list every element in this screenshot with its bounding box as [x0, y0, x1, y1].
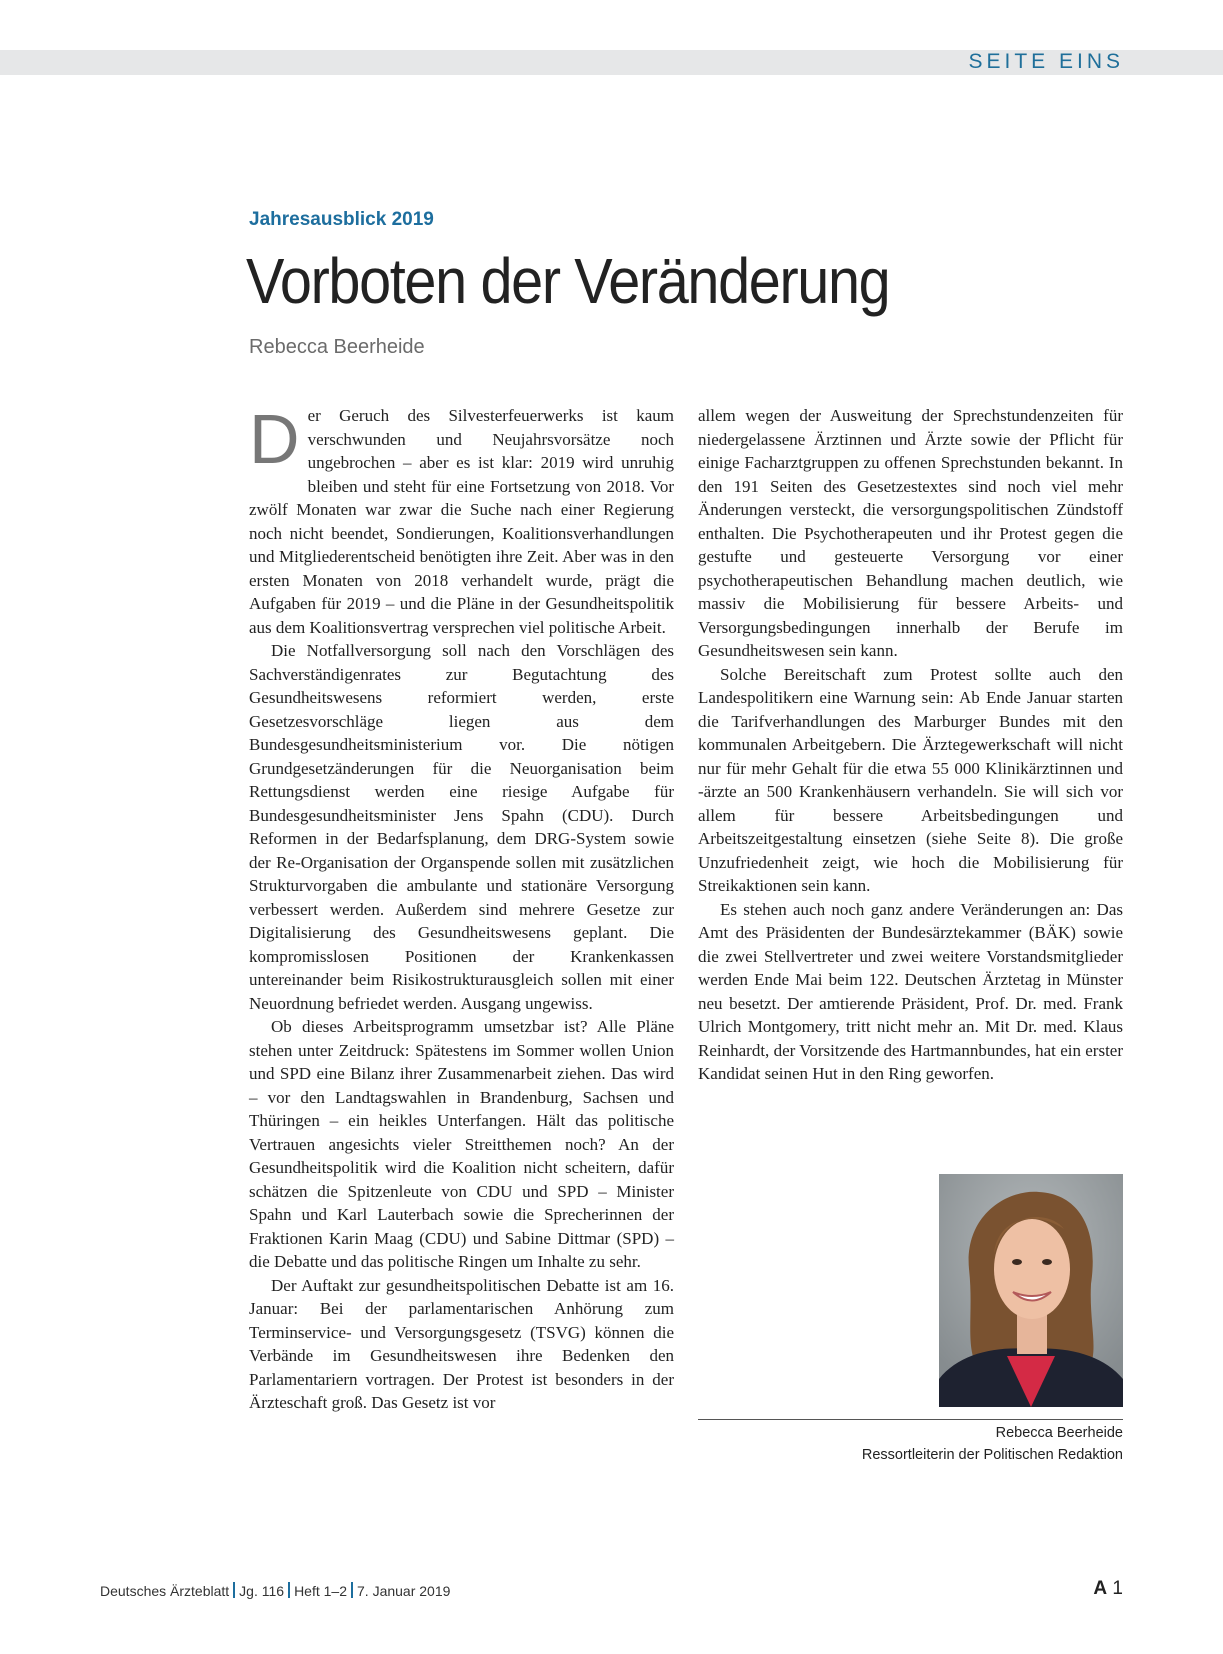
footer-journal: Deutsches Ärzteblatt	[100, 1583, 230, 1599]
caption-divider	[698, 1419, 1123, 1420]
footer-separator	[288, 1582, 290, 1598]
paragraph-2: Die Notfallversorgung soll nach den Vorschlägen des Sachverständigenrates zur Begutachtung des Gesundheitswesens reformiert werden, erste Gesetzesvorschläge liegen aus dem Bundesgesundheitsministerium vor. Die nötigen Grundgesetzänderungen für die Neuorganisation beim Rettungsdienst werden eine riesige Aufgabe für Bundesgesundheitsminister Jens Spahn (CDU). Durch Reformen in der Bedarfsplanung, dem DRG-System sowie der Re-Organisation der Organspende sollen mit zusätzlichen Strukturvorgaben die ambulante und stationäre Versorgung verbessert werden. Außerdem sind mehrere Gesetze zur Digitalisierung des Gesundheitswesens geplant. Die kompromisslosen Positionen der Krankenkassen untereinander beim Risikostrukturausgleich sollen mit einer Neuordnung befriedet werden. Ausgang ungewiss.	[249, 641, 674, 1013]
drop-cap: D	[249, 400, 300, 478]
article-column-right	[698, 404, 1123, 1086]
footer-citation	[100, 1582, 450, 1599]
paragraph-5: allem wegen der Ausweitung der Sprechstundenzeiten für niedergelassene Ärztinnen und Ärzte sowie der Pflicht für einige Facharztgruppen zu offenen Sprechstunden bekannt. In den 191 Seiten des Gesetzestextes sind noch viel mehr Änderungen versteckt, die versorgungspolitischen Zündstoff enthalten. Die Psychotherapeuten und ihr Protest gegen die gestufte und gesteuerte Versorgung vor einer psychotherapeutischen Behandlung machen deutlich, wie massiv die Mobilisierung für bessere Arbeits- und Versorgungsbedingungen innerhalb der Berufe im Gesundheitswesen sein kann.	[698, 406, 1123, 660]
paragraph-6: Solche Bereitschaft zum Protest sollte auch den Landespolitikern eine Warnung sein: Ab Ende Januar starten die Tarifverhandlungen des Marburger Bundes mit den kommunalen Arbeitgebern. Die Ärztegewerkschaft will nicht nur für mehr Gehalt für die etwa 55 000 Klinikärztinnen und -ärzte an 500 Krankenhäusern verhandeln. Sie will sich vor allem für bessere Arbeitsbedingungen und Arbeitszeitgestaltung einsetzen (siehe Seite 8). Die große Unzufriedenheit zeigt, wie hoch die Mobilisierung für Streikaktionen sein kann.	[698, 664, 1123, 895]
portrait-caption	[862, 1422, 1123, 1466]
page-prefix: A	[1093, 1578, 1108, 1599]
page-number	[1093, 1578, 1123, 1600]
author-portrait	[939, 1174, 1123, 1407]
footer-separator	[351, 1582, 353, 1598]
paragraph-1-text: er Geruch des Silvesterfeuerwerks ist kaum verschwunden und Neujahrsvorsätze noch ungebrochen – aber es ist klar: 2019 wird unruhig bleiben und steht für eine Fortsetzung von 2018. Vor zwölf Monaten war zwar die Suche nach einer Regierung noch nicht beendet, Sondierungen, Koalitionsverhandlungen und Mitgliederentscheid benötigten ihre Zeit. Aber was in den ersten Monaten von 2018 verhandelt wurde, prägt die Aufgaben für 2019 – und die Pläne in der Gesundheitspolitik aus dem Koalitionsvertrag versprechen viel politische Arbeit.	[249, 406, 674, 637]
footer-volume: Jg. 116	[239, 1583, 285, 1599]
portrait-illustration	[939, 1174, 1123, 1407]
footer-issue: Heft 1–2	[294, 1583, 347, 1599]
article-column-left	[249, 400, 674, 1415]
article-kicker: Jahresausblick 2019	[249, 209, 434, 230]
section-label: SEITE EINS	[968, 50, 1124, 73]
article-author: Rebecca Beerheide	[249, 336, 425, 358]
page-number-value: 1	[1112, 1578, 1123, 1599]
caption-role: Ressortleiterin der Politischen Redaktion	[861, 1447, 1123, 1463]
caption-name: Rebecca Beerheide	[995, 1425, 1123, 1441]
article-title: Vorboten der Veränderung	[246, 245, 890, 317]
footer-date: 7. Januar 2019	[357, 1583, 451, 1599]
paragraph-4: Der Auftakt zur gesundheitspolitischen Debatte ist am 16. Januar: Bei der parlamentarischen Anhörung zum Terminservice- und Versorgungsgesetz (TSVG) können die Verbände im Gesundheitswesen ihre Bedenken den Parlamentariern vortragen. Der Protest ist besonders in der Ärzteschaft groß. Das Gesetz ist vor	[249, 1275, 674, 1412]
paragraph-7: Es stehen auch noch ganz andere Veränderungen an: Das Amt des Präsidenten der Bundesärztekammer (BÄK) sowie die zwei Stellvertreter und zwei weitere Vorstandsmitglieder werden Ende Mai beim 122. Deutschen Ärztetag in Münster neu besetzt. Der amtierende Präsident, Prof. Dr. med. Frank Ulrich Montgomery, tritt nicht mehr an. Mit Dr. med. Klaus Reinhardt, der Vorsitzende des Hartmannbundes, hat ein erster Kandidat seinen Hut in den Ring geworfen.	[698, 899, 1123, 1083]
paragraph-3: Ob dieses Arbeitsprogramm umsetzbar ist? Alle Pläne stehen unter Zeitdruck: Spätestens im Sommer wollen Union und SPD eine Bilanz ihrer Zusammenarbeit ziehen. Das wird – vor den Landtagswahlen in Brandenburg, Sachsen und Thüringen – ein heikles Unterfangen. Hält das politische Vertrauen angesichts vieler Streitthemen noch? An der Gesundheitspolitik wird die Koalition nicht scheitern, dafür schätzen die Spitzenleute von CDU und SPD – Minister Spahn und Karl Lauterbach sowie die Sprecherinnen der Fraktionen Karin Maag (CDU) und Sabine Dittmar (SPD) – die Debatte und das politische Ringen um Inhalte zu sehr.	[249, 1017, 674, 1271]
footer-separator	[233, 1582, 235, 1598]
paragraph-1	[249, 400, 674, 639]
